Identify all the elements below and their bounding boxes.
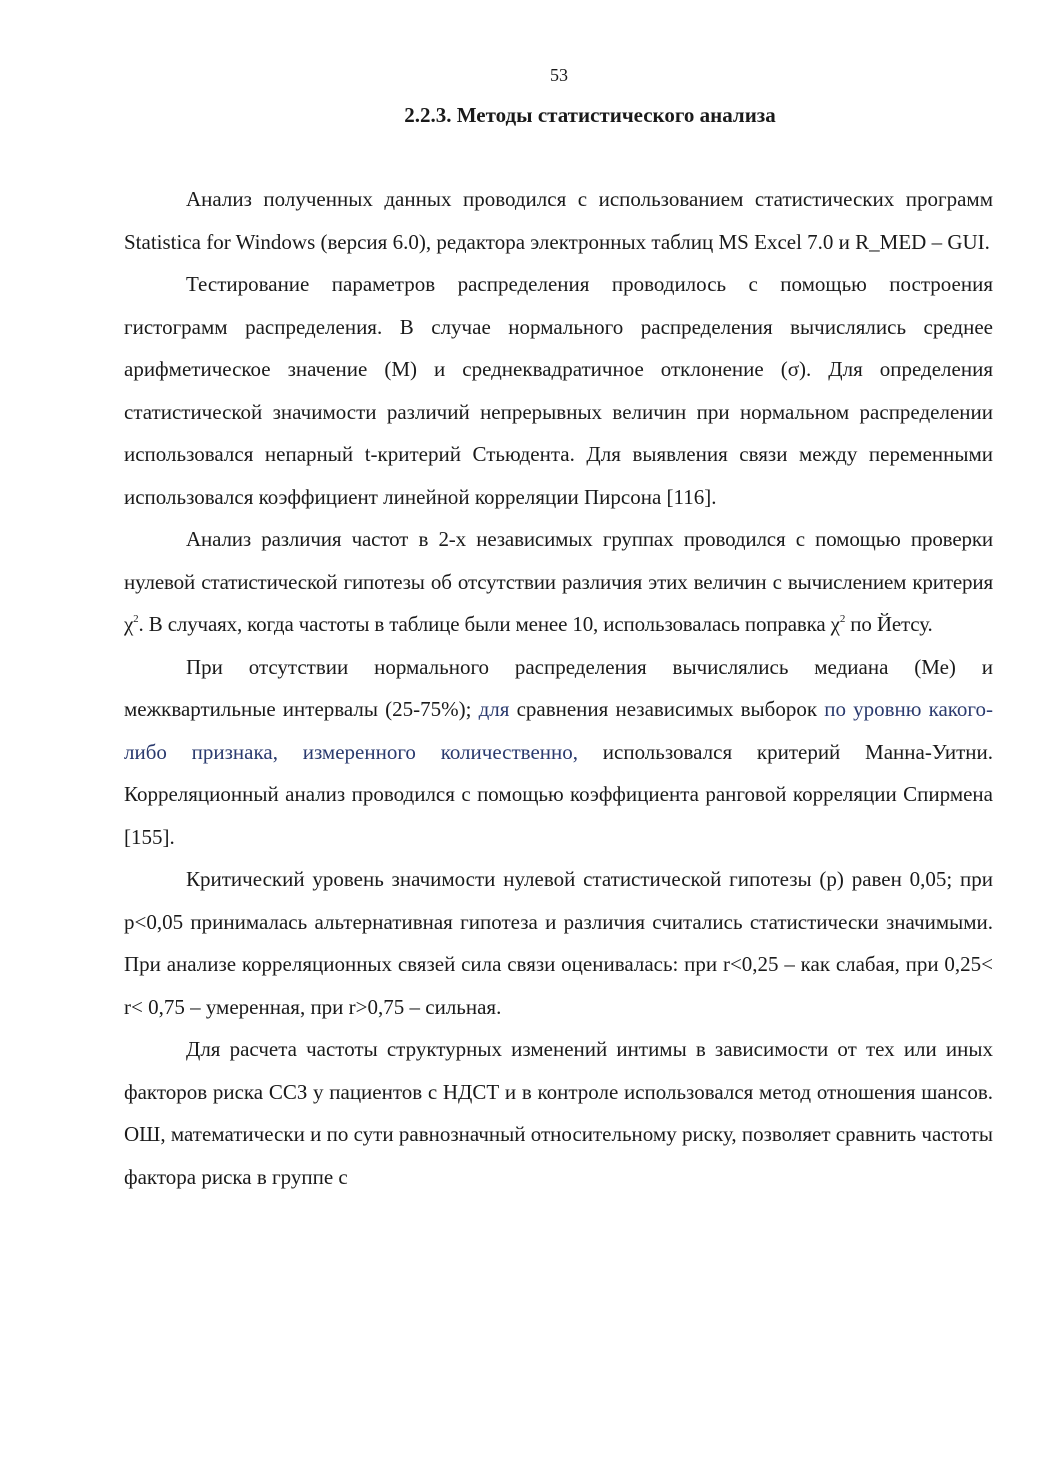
highlighted-text: для	[478, 697, 510, 721]
paragraph-nonparametric	[124, 646, 993, 859]
text-segment: сравнения независимых выборок	[509, 697, 825, 721]
paragraph-distribution-testing: Тестирование параметров распределения проводилось с помощью построения гистограмм распределения. В случае нормального распределения вычислялись среднее арифметическое значение (М) и среднеквадратичное отклонение (σ). Для определения статистической значимости различий непрерывных величин при нормальном распределении использовался непарный t-критерий Стьюдента. Для выявления связи между переменными использовался коэффициент линейной корреляции Пирсона [116].	[124, 272, 993, 509]
superscript: 2	[839, 613, 846, 625]
body-text	[124, 178, 993, 1198]
page-number: 53	[550, 65, 568, 85]
paragraph-frequency-analysis	[124, 518, 993, 646]
superscript: 2	[133, 613, 139, 625]
text-segment: При отсутствии нормального распределения вычислялись медиана (Ме) и межквартильные интервалы (25-75%);	[124, 654, 993, 721]
text-segment: использовался критерий Манна-Уитни. Корреляционный анализ проводился с помощью коэффициента ранговой корреляции Спирмена [155].	[124, 739, 993, 849]
highlighted-text: по уровню какого-либо признака, измеренного количественно,	[124, 697, 993, 764]
paragraph-significance-level: Критический уровень значимости нулевой статистической гипотезы (р) равен 0,05; при р<0,05 принималась альтернативная гипотеза и различия считались статистически значимыми. При анализе корреляционных связей сила связи оценивалась: при r<0,25 – как слабая, при 0,25< r< 0,75 – умеренная, при r>0,75 – сильная.	[124, 867, 993, 1019]
text-segment: по Йетсу.	[845, 612, 933, 636]
paragraph-software: Анализ полученных данных проводился с использованием статистических программ Statistica for Windows (версия 6.0), редактора электронных таблиц MS Excel 7.0 и R_MED – GUI.	[124, 187, 993, 254]
paragraph-odds-ratio: Для расчета частоты структурных изменений интимы в зависимости от тех или иных факторов риска ССЗ у пациентов с НДСТ и в контроле использовался метод отношения шансов. ОШ, математически и по сути равнозначный относительному риску, позволяет сравнить частоты фактора риска в группе с	[124, 1037, 993, 1189]
text-segment: Анализ различия частот в 2-х независимых группах проводился с помощью проверки нулевой статистической гипотезы об отсутствии различия этих величин с вычислением критерия χ	[124, 527, 993, 636]
text-segment: . В случаях, когда частоты в таблице были менее 10, использовалась поправка χ	[138, 612, 840, 636]
section-heading: 2.2.3. Методы статистического анализа	[404, 103, 776, 127]
